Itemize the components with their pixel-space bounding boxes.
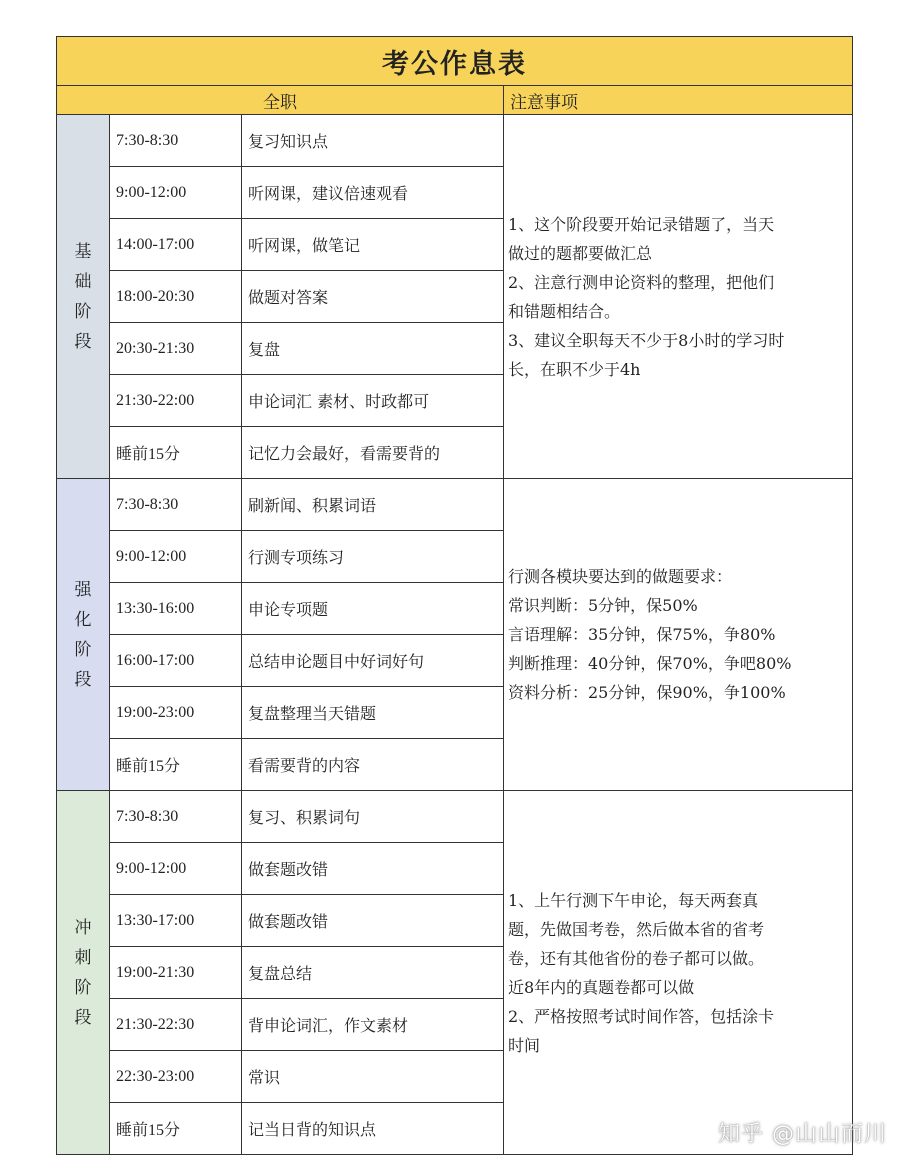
note-line: 长，在职不少于4h bbox=[508, 359, 641, 379]
task-cell: 申论专项题 bbox=[242, 583, 504, 635]
stage-name: 冲刺阶段 bbox=[74, 917, 92, 1028]
header-full-time: 全职 bbox=[57, 86, 504, 115]
time-cell: 9:00-12:00 bbox=[110, 843, 242, 895]
task-cell: 记忆力会最好，看需要背的 bbox=[242, 427, 504, 479]
note-line: 做过的题都要做汇总 bbox=[508, 243, 653, 263]
table-row bbox=[57, 115, 853, 167]
stage-label bbox=[57, 791, 110, 1155]
note-line: 卷，还有其他省份的卷子都可以做。 bbox=[508, 948, 765, 968]
time-cell: 19:00-21:30 bbox=[110, 947, 242, 999]
note-line: 言语理解：35分钟，保75%，争80% bbox=[508, 625, 776, 644]
stage-notes bbox=[504, 791, 853, 1155]
time-cell: 21:30-22:00 bbox=[110, 375, 242, 427]
note-line: 资料分析：25分钟，保90%，争100% bbox=[508, 683, 786, 702]
header-notes: 注意事项 bbox=[504, 86, 853, 115]
schedule-sheet bbox=[56, 36, 852, 1154]
task-cell: 做套题改错 bbox=[242, 843, 504, 895]
time-cell: 睡前15分 bbox=[110, 1103, 242, 1155]
task-cell: 申论词汇 素材、时政都可 bbox=[242, 375, 504, 427]
task-cell: 行测专项练习 bbox=[242, 531, 504, 583]
stage-name: 强化阶段 bbox=[74, 579, 92, 690]
stage-name: 基础阶段 bbox=[74, 241, 92, 352]
time-cell: 13:30-17:00 bbox=[110, 895, 242, 947]
time-cell: 13:30-16:00 bbox=[110, 583, 242, 635]
note-line: 和错题相结合。 bbox=[508, 301, 621, 321]
time-cell: 睡前15分 bbox=[110, 739, 242, 791]
time-cell: 9:00-12:00 bbox=[110, 531, 242, 583]
note-line: 判断推理：40分钟，保70%，争吧80% bbox=[508, 654, 792, 673]
time-cell: 20:30-21:30 bbox=[110, 323, 242, 375]
stage-notes bbox=[504, 479, 853, 791]
note-line: 1、这个阶段要开始记录错题了，当天 bbox=[508, 214, 775, 234]
task-cell: 看需要背的内容 bbox=[242, 739, 504, 791]
task-cell: 总结申论题目中好词好句 bbox=[242, 635, 504, 687]
time-cell: 14:00-17:00 bbox=[110, 219, 242, 271]
time-cell: 21:30-22:30 bbox=[110, 999, 242, 1051]
task-cell: 听网课，建议倍速观看 bbox=[242, 167, 504, 219]
task-cell: 背申论词汇，作文素材 bbox=[242, 999, 504, 1051]
stage-label bbox=[57, 115, 110, 479]
time-cell: 19:00-23:00 bbox=[110, 687, 242, 739]
stage-notes bbox=[504, 115, 853, 479]
note-line: 2、注意行测申论资料的整理，把他们 bbox=[508, 272, 775, 292]
task-cell: 记当日背的知识点 bbox=[242, 1103, 504, 1155]
task-cell: 做套题改错 bbox=[242, 895, 504, 947]
task-cell: 复盘总结 bbox=[242, 947, 504, 999]
schedule-table bbox=[56, 36, 853, 1155]
task-cell: 复盘整理当天错题 bbox=[242, 687, 504, 739]
table-title: 考公作息表 bbox=[57, 37, 853, 86]
table-row bbox=[57, 479, 853, 531]
note-line: 1、上午行测下午申论，每天两套真 bbox=[508, 890, 759, 910]
time-cell: 16:00-17:00 bbox=[110, 635, 242, 687]
task-cell: 复习知识点 bbox=[242, 115, 504, 167]
task-cell: 常识 bbox=[242, 1051, 504, 1103]
time-cell: 22:30-23:00 bbox=[110, 1051, 242, 1103]
task-cell: 复盘 bbox=[242, 323, 504, 375]
task-cell: 复习、积累词句 bbox=[242, 791, 504, 843]
note-line: 常识判断：5分钟，保50% bbox=[508, 596, 698, 615]
watermark: 知乎 @山山而川 bbox=[718, 1122, 887, 1147]
stage-label bbox=[57, 479, 110, 791]
time-cell: 7:30-8:30 bbox=[110, 115, 242, 167]
task-cell: 刷新闻、积累词语 bbox=[242, 479, 504, 531]
note-line: 2、严格按照考试时间作答，包括涂卡 bbox=[508, 1006, 775, 1026]
time-cell: 睡前15分 bbox=[110, 427, 242, 479]
note-line: 题，先做国考卷，然后做本省的省考 bbox=[508, 919, 765, 939]
note-line: 近8年内的真题卷都可以做 bbox=[508, 977, 695, 997]
time-cell: 7:30-8:30 bbox=[110, 791, 242, 843]
table-row bbox=[57, 791, 853, 843]
time-cell: 7:30-8:30 bbox=[110, 479, 242, 531]
note-line: 行测各模块要达到的做题要求： bbox=[508, 567, 733, 586]
note-line: 时间 bbox=[508, 1035, 541, 1055]
task-cell: 听网课，做笔记 bbox=[242, 219, 504, 271]
time-cell: 18:00-20:30 bbox=[110, 271, 242, 323]
task-cell: 做题对答案 bbox=[242, 271, 504, 323]
note-line: 3、建议全职每天不少于8小时的学习时 bbox=[508, 330, 785, 350]
time-cell: 9:00-12:00 bbox=[110, 167, 242, 219]
